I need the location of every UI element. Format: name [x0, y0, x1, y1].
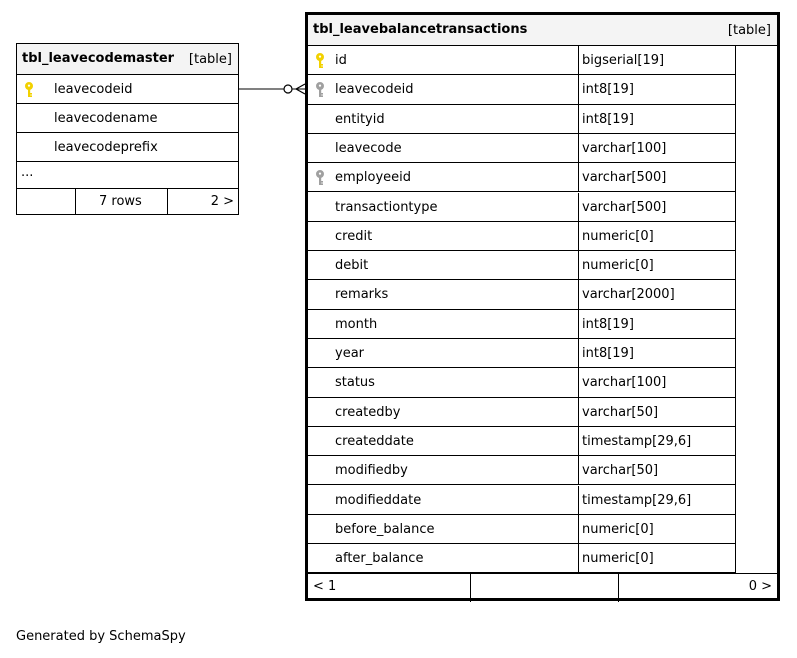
column-name: year	[335, 346, 365, 361]
table-name[interactable]: tbl_leavecodemaster	[22, 51, 175, 66]
ellipsis-text: ...	[21, 165, 34, 180]
foreign-key-icon	[315, 170, 325, 186]
column-type: numeric[0]	[578, 251, 654, 279]
table-name[interactable]: tbl_leavebalancetransactions	[313, 22, 528, 37]
column-name: transactiontype	[335, 199, 438, 215]
column-name: employeeid	[335, 170, 412, 186]
column-type: numeric[0]	[578, 515, 654, 543]
column-type: varchar[500]	[578, 193, 666, 221]
table-footer	[308, 573, 777, 602]
table-footer	[17, 189, 238, 214]
column-row[interactable]	[308, 163, 735, 192]
column-row[interactable]	[308, 134, 735, 163]
column-name: modifiedby	[335, 463, 408, 479]
column-name: leavecodeid	[335, 82, 414, 98]
column-name: modifieddate	[335, 492, 422, 508]
primary-key-icon	[315, 53, 325, 69]
column-name: id	[335, 53, 347, 68]
column-row[interactable]	[308, 222, 735, 251]
column-type: varchar[50]	[578, 398, 658, 426]
column-row[interactable]	[308, 75, 735, 104]
column-name: remarks	[335, 287, 389, 303]
footer-divider	[167, 189, 168, 214]
column-name: month	[335, 316, 378, 332]
column-row[interactable]	[308, 544, 735, 573]
column-type: varchar[100]	[578, 368, 666, 396]
column-name: leavecodeprefix	[54, 140, 158, 155]
table-kind-label: [table]	[188, 52, 232, 67]
column-row[interactable]	[308, 515, 735, 544]
column-type: bigserial[19]	[578, 46, 664, 74]
table-leavecodemaster[interactable]	[16, 43, 239, 215]
column-name: leavecodeid	[54, 82, 133, 97]
column-row[interactable]	[308, 456, 735, 485]
column-divider	[735, 46, 736, 573]
footer-divider	[75, 189, 76, 214]
row-count: 7 rows	[99, 194, 142, 209]
column-type: timestamp[29,6]	[578, 427, 691, 455]
column-type: varchar[500]	[578, 163, 666, 191]
column-row[interactable]	[17, 104, 238, 133]
generated-by-label: Generated by SchemaSpy	[16, 629, 186, 644]
column-row[interactable]	[308, 193, 735, 222]
footer-divider	[470, 574, 471, 602]
column-row[interactable]	[308, 46, 735, 75]
column-type: timestamp[29,6]	[578, 486, 691, 514]
primary-key-icon	[24, 82, 34, 98]
column-row[interactable]	[308, 310, 735, 339]
column-name: after_balance	[335, 551, 424, 567]
table-kind-label: [table]	[727, 23, 771, 38]
foreign-key-icon	[315, 82, 325, 98]
column-name: leavecodename	[54, 111, 158, 126]
column-type: int8[19]	[578, 310, 634, 338]
column-name: debit	[335, 258, 369, 274]
table-header	[17, 44, 238, 75]
table-header	[308, 15, 777, 46]
column-name: createddate	[335, 433, 414, 449]
footer-divider	[618, 574, 619, 602]
column-name: credit	[335, 228, 373, 244]
column-row[interactable]	[308, 280, 735, 309]
more-columns-row	[17, 161, 238, 189]
child-count-link[interactable]: 0 >	[748, 579, 772, 594]
parent-count-link[interactable]: < 1	[313, 579, 337, 594]
child-count-link[interactable]: 2 >	[210, 194, 234, 209]
column-type: int8[19]	[578, 75, 634, 103]
column-type: varchar[2000]	[578, 280, 675, 308]
column-row[interactable]	[308, 398, 735, 427]
column-row[interactable]	[308, 251, 735, 280]
column-name: before_balance	[335, 521, 435, 537]
column-row[interactable]	[17, 133, 238, 162]
column-row[interactable]	[17, 75, 238, 104]
column-type: int8[19]	[578, 339, 634, 367]
column-type: varchar[100]	[578, 134, 666, 162]
column-type: varchar[50]	[578, 456, 658, 484]
column-name: entityid	[335, 111, 385, 127]
column-name: status	[335, 375, 375, 391]
column-type: numeric[0]	[578, 544, 654, 572]
column-row[interactable]	[308, 339, 735, 368]
column-row[interactable]	[308, 105, 735, 134]
column-type: int8[19]	[578, 105, 634, 133]
column-row[interactable]	[308, 427, 735, 456]
column-name: leavecode	[335, 140, 402, 156]
table-leavebalancetransactions[interactable]	[305, 12, 780, 601]
column-row[interactable]	[308, 486, 735, 515]
column-type: numeric[0]	[578, 222, 654, 250]
column-row[interactable]	[308, 368, 735, 397]
column-name: createdby	[335, 404, 401, 420]
